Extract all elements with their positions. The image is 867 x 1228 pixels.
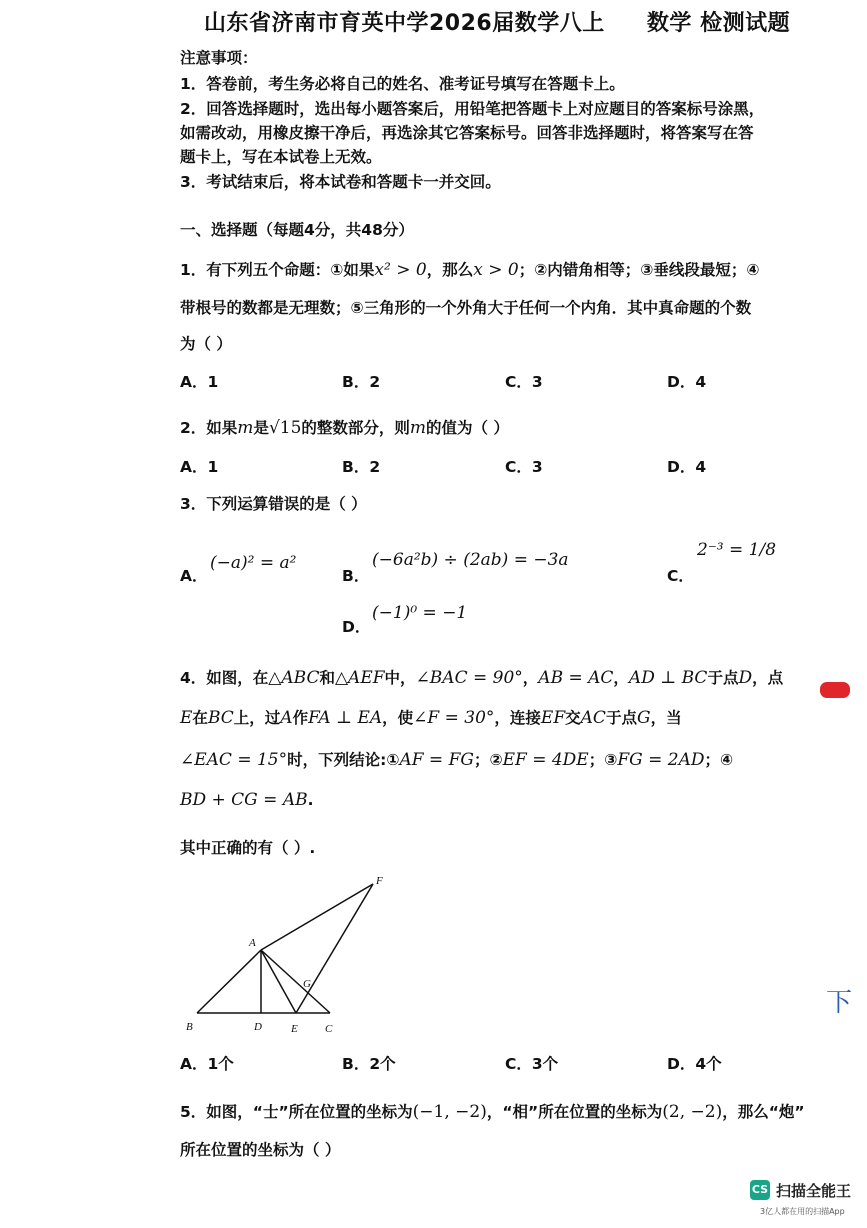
q4-math: AB = AC: [538, 668, 614, 688]
scanner-name: 扫描全能王: [776, 1182, 852, 1200]
q1-line2: 带根号的数都是无理数；⑤三角形的一个外角大于任何一个内角．其中真命题的个数: [180, 299, 752, 317]
q4-text: ，使: [382, 709, 414, 727]
q4-text: ，点: [752, 669, 784, 687]
q2-option-a[interactable]: A．1: [180, 458, 219, 476]
q2-text: 是: [253, 419, 269, 437]
q2-option-d[interactable]: D．4: [667, 458, 707, 476]
q2-text: 2．如果: [180, 419, 238, 437]
q4-math: FA ⊥ EA: [308, 708, 383, 728]
segment-ab: [197, 950, 261, 1013]
q4-text: 中，: [384, 669, 416, 687]
q4-text: 和: [319, 669, 335, 687]
q4-conclusion-3: FG = 2AD: [617, 750, 705, 770]
segment-ae: [261, 950, 296, 1013]
section-heading: 一、选择题（每题4分，共48分）: [180, 221, 414, 239]
q4-math: E: [180, 708, 193, 728]
q2-root: √15: [268, 418, 302, 438]
q4-text: ，连接: [494, 709, 541, 727]
title-sub: 数学 检测试题: [646, 11, 791, 36]
notice-heading: 注意事项：: [180, 49, 258, 67]
q4-math: AC: [580, 708, 606, 728]
q5-line1: [180, 1100, 805, 1122]
q3-option-d-expr: (−1)⁰ = −1: [372, 603, 468, 623]
q4-option-c[interactable]: C．3个: [505, 1055, 559, 1073]
notice-line: 1．答卷前，考生务必将自己的姓名、准考证号填写在答题卡上。: [180, 75, 625, 93]
q4-text: ③: [604, 751, 618, 769]
q4-text: 于点: [605, 709, 637, 727]
q4-text: 时，下列结论:: [287, 751, 387, 769]
segment-fe: [296, 884, 373, 1013]
q4-math: EF: [540, 708, 566, 728]
label-c: C: [325, 1023, 333, 1035]
q5-line2: 所在位置的坐标为（ ）: [180, 1141, 341, 1159]
q2-stem: [180, 416, 509, 438]
q4-text: .: [307, 791, 314, 809]
q4-text: ；: [473, 751, 490, 769]
q4-option-b[interactable]: B．2个: [342, 1055, 396, 1073]
q4-line4: [180, 790, 313, 810]
q2-option-c[interactable]: C．3: [505, 458, 543, 476]
q4-math: D: [738, 668, 753, 688]
q2-text: 的整数部分，则: [301, 419, 410, 437]
label-d: D: [254, 1021, 262, 1033]
label-g: G: [303, 978, 311, 990]
segment-af: [261, 884, 373, 950]
q1-option-c[interactable]: C．3: [505, 373, 543, 391]
q3-option-d-label[interactable]: D．: [342, 618, 371, 636]
q5-coord-shi: (−1, −2): [412, 1102, 487, 1122]
notice-line: 3．考试结束后，将本试卷和答题卡一并交回。: [180, 173, 501, 191]
q4-figure: [175, 868, 405, 1040]
notice-line: 题卡上，写在本试卷上无效。: [180, 148, 382, 166]
label-f: F: [376, 875, 383, 887]
q1-option-d[interactable]: D．4: [667, 373, 707, 391]
q4-text: 交: [565, 709, 581, 727]
q4-conclusion-1: AF = FG: [399, 750, 474, 770]
q2-var: m: [237, 418, 254, 438]
q2-text: 的值为（ ）: [426, 419, 509, 437]
q1-text: ；②内错角相等；③垂线段最短；④: [518, 261, 760, 279]
q3-option-a-expr: (−a)² = a²: [210, 553, 297, 573]
q5-text: ，那么“炮”: [722, 1103, 805, 1121]
q4-text: ；: [588, 751, 605, 769]
q1-text: 1．有下列五个命题：①如果: [180, 261, 375, 279]
q2-option-b[interactable]: B．2: [342, 458, 381, 476]
scanner-slogan: 3亿人都在用的扫描App: [760, 1207, 845, 1216]
q5-text: 5．如图，“士”所在位置的坐标为: [180, 1103, 413, 1121]
q4-option-a[interactable]: A．1个: [180, 1055, 234, 1073]
q1-text: ，那么: [426, 261, 474, 279]
q4-text: 作: [292, 709, 309, 727]
q4-math: BC: [207, 708, 234, 728]
q4-math: G: [636, 708, 651, 728]
side-tab[interactable]: [820, 682, 850, 698]
exam-title: [204, 6, 790, 37]
q1-line3: 为（ ）: [180, 335, 232, 353]
q5-coord-xiang: (2, −2): [662, 1102, 723, 1122]
q1-line1: [180, 258, 760, 280]
segment-ac: [261, 950, 330, 1013]
q4-text: 上，过: [233, 709, 281, 727]
q4-question: 其中正确的有（ ）.: [180, 839, 316, 857]
q4-math: △AEF: [334, 668, 385, 688]
q4-text: ；: [704, 751, 721, 769]
q4-line3: [180, 748, 733, 770]
q1-condition: x² > 0: [374, 260, 427, 280]
scanner-logo-icon: CS: [750, 1180, 770, 1200]
q4-line2: [180, 706, 682, 728]
label-b: B: [186, 1021, 193, 1033]
q3-option-c-expr: 2⁻³ = 1/8: [697, 540, 777, 560]
q4-option-d[interactable]: D．4个: [667, 1055, 722, 1073]
q1-option-b[interactable]: B．2: [342, 373, 381, 391]
q4-text: ①: [386, 751, 400, 769]
q4-text: ，当: [650, 709, 682, 727]
q4-text: ②: [489, 751, 503, 769]
q4-conclusion-2: EF = 4DE: [502, 750, 589, 770]
q3-option-b-label[interactable]: B．: [342, 567, 370, 585]
label-a: A: [249, 937, 256, 949]
q4-text: 在: [192, 709, 208, 727]
q5-text: ，“相”所在位置的坐标为: [486, 1103, 663, 1121]
edge-glyph: 下: [826, 988, 853, 1018]
q3-option-b-expr: (−6a²b) ÷ (2ab) = −3a: [372, 550, 569, 570]
q1-result: x > 0: [473, 260, 519, 280]
q4-math: ∠BAC = 90°: [415, 668, 523, 688]
title-main: 山东省济南市育英中学2026届数学八上: [204, 11, 605, 36]
q2-var: m: [409, 418, 427, 438]
q3-stem: 3．下列运算错误的是（ ）: [180, 495, 367, 513]
notice-line: 如需改动，用橡皮擦干净后，再选涂其它答案标号。回答非选择题时，将答案写在答: [180, 124, 754, 142]
q3-option-c-label[interactable]: C．: [667, 567, 694, 585]
q4-math: AD ⊥ BC: [628, 668, 708, 688]
q4-text: 4．如图，在: [180, 669, 269, 687]
q4-text: 于点: [707, 669, 739, 687]
q4-math: A: [280, 708, 293, 728]
q4-math: ∠EAC = 15°: [180, 750, 288, 770]
q1-option-a[interactable]: A．1: [180, 373, 219, 391]
q4-text: ，: [522, 669, 539, 687]
q4-conclusion-4: BD + CG = AB: [180, 790, 308, 810]
label-e: E: [291, 1023, 298, 1035]
notice-line: 2．回答选择题时，选出每小题答案后，用铅笔把答题卡上对应题目的答案标号涂黑，: [180, 100, 765, 118]
q4-text: ，: [613, 669, 629, 687]
q3-option-a-label[interactable]: A．: [180, 567, 208, 585]
q4-math: △ABC: [268, 668, 320, 688]
q4-text: ④: [720, 751, 734, 769]
q4-line1: [180, 666, 783, 688]
q4-math: ∠F = 30°: [413, 708, 495, 728]
